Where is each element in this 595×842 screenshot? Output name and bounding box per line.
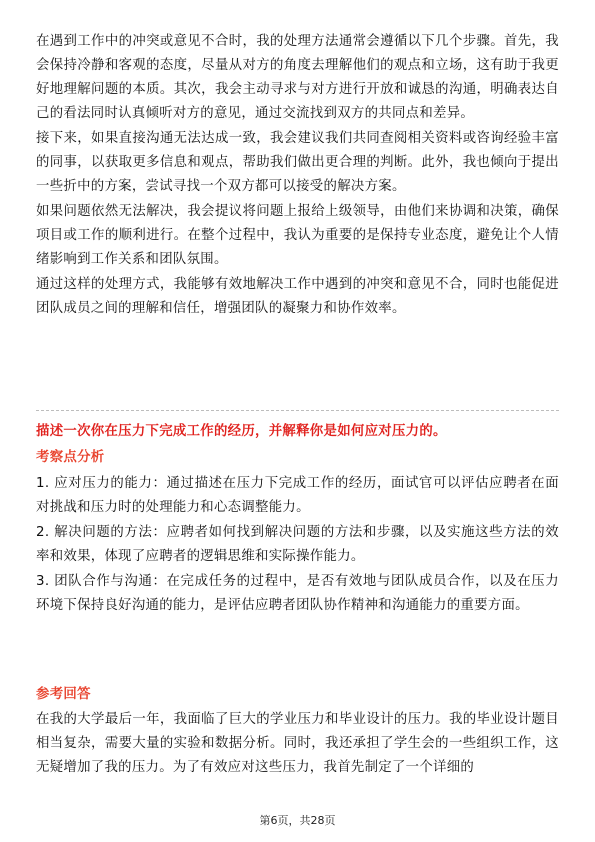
analysis-heading: 考察点分析 bbox=[36, 450, 105, 465]
interview-question: 描述一次你在压力下完成工作的经历，并解释你是如何应对压力的。 bbox=[36, 424, 447, 439]
reference-answer-paragraph: 在我的大学最后一年，我面临了巨大的学业压力和毕业设计的压力。我的毕业设计题目相当复杂，需要大量的实验和数据分析。同时，我还承担了学生会的一些组织工作，这无疑增加了我的压力。为了有效应对这些压力，我首先制定了一个详细的 bbox=[36, 712, 559, 775]
answer-paragraph-3: 如果问题依然无法解决，我会提议将问题上报给上级领导，由他们来协调和决策，确保项目或工作的顺利进行。在整个过程中，我认为重要的是保持专业态度，避免让个人情绪影响到工作关系和团队氛围。 bbox=[36, 204, 559, 267]
answer-paragraph-1: 在遇到工作中的冲突或意见不合时，我的处理方法通常会遵循以下几个步骤。首先，我会保持冷静和客观的态度，尽量从对方的角度去理解他们的观点和立场，这有助于我更好地理解问题的本质。其次，我会主动寻求与对方进行开放和诚恳的沟通，明确表达自己的看法同时认真倾听对方的意见，通过交流找到双方的共同点和差异。 bbox=[36, 34, 559, 121]
reference-answer bbox=[36, 708, 559, 780]
previous-answer bbox=[36, 30, 559, 321]
analysis-item-1: 1. 应对压力的能力：通过描述在压力下完成工作的经历，面试官可以评估应聘者在面对挑战和压力时的处理能力和心态调整能力。 bbox=[36, 476, 559, 515]
reference-answer-heading: 参考回答 bbox=[36, 687, 91, 702]
analysis-item-2: 2. 解决问题的方法：应聘者如何找到解决问题的方法和步骤，以及实施这些方法的效率和效果，体现了应聘者的逻辑思维和实际操作能力。 bbox=[36, 525, 559, 564]
answer-paragraph-2: 接下来，如果直接沟通无法达成一致，我会建议我们共同查阅相关资料或咨询经验丰富的同事，以获取更多信息和观点，帮助我们做出更合理的判断。此外，我也倾向于提出一些折中的方案，尝试寻找一个双方都可以接受的解决方案。 bbox=[36, 131, 559, 194]
answer-paragraph-4: 通过这样的处理方式，我能够有效地解决工作中遇到的冲突和意见不合，同时也能促进团队成员之间的理解和信任，增强团队的凝聚力和协作效率。 bbox=[36, 277, 559, 316]
analysis-list bbox=[36, 472, 559, 618]
section-divider bbox=[36, 410, 559, 411]
analysis-item-3: 3. 团队合作与沟通：在完成任务的过程中，是否有效地与团队成员合作，以及在压力环境下保持良好沟通的能力，是评估应聘者团队协作精神和沟通能力的重要方面。 bbox=[36, 574, 559, 613]
page-number: 第6页，共28页 bbox=[259, 814, 336, 827]
